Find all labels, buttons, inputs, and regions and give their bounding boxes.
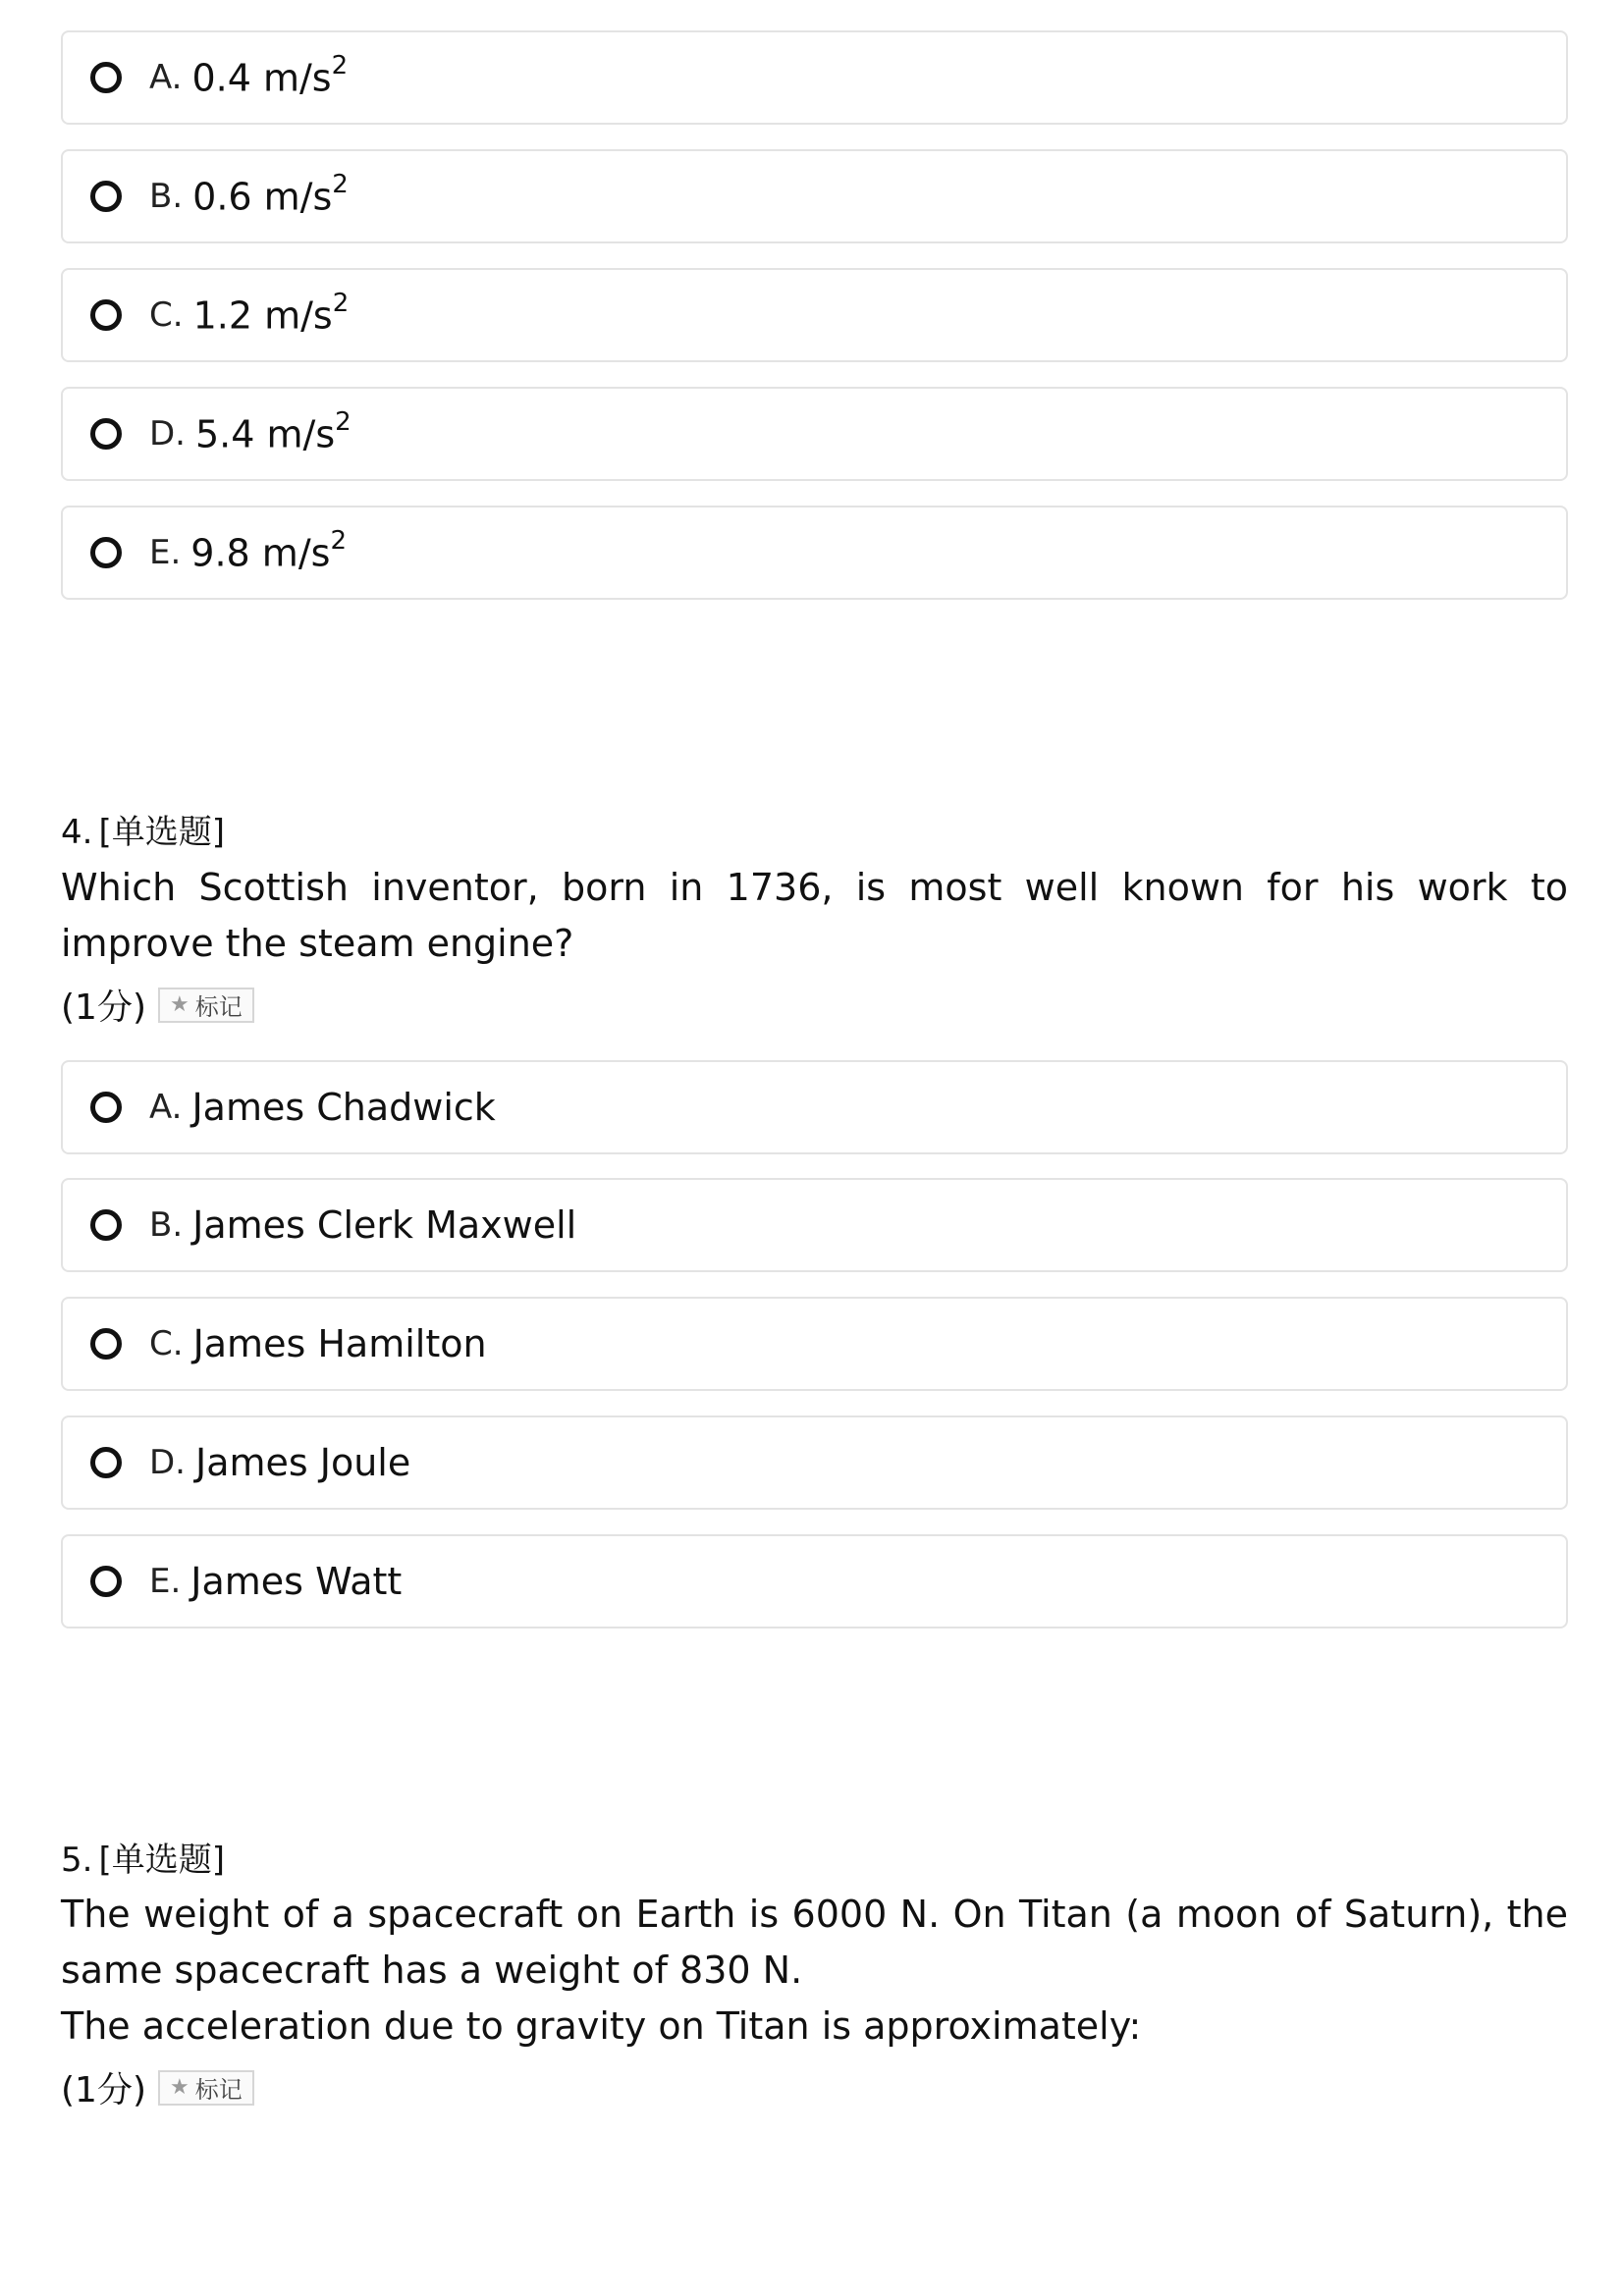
option-letter: D. xyxy=(149,414,186,454)
option-letter: C. xyxy=(149,1324,184,1363)
question-type: [单选题] xyxy=(98,1841,225,1880)
q4-meta xyxy=(61,980,254,1030)
mark-button[interactable] xyxy=(158,2070,254,2106)
q3-option-d[interactable] xyxy=(61,387,1568,481)
option-text: 0.6 $m/s^2$ xyxy=(192,170,349,219)
radio-icon[interactable] xyxy=(90,181,122,212)
radio-icon[interactable] xyxy=(90,537,122,568)
question-number: 5. xyxy=(61,1841,93,1880)
option-letter: E. xyxy=(149,1562,182,1601)
option-letter: D. xyxy=(149,1443,186,1482)
option-letter: A. xyxy=(149,58,183,97)
question-number: 4. xyxy=(61,813,93,852)
q5-text xyxy=(61,1887,1568,2055)
q3-option-a[interactable] xyxy=(61,30,1568,125)
question-type: [单选题] xyxy=(98,813,225,852)
radio-icon[interactable] xyxy=(90,1328,122,1360)
option-text: 5.4 $m/s^2$ xyxy=(195,407,352,456)
option-text: 1.2 $m/s^2$ xyxy=(192,289,350,338)
question-score: (1分) xyxy=(61,988,146,1028)
star-icon: ★ xyxy=(170,2075,189,2100)
radio-icon[interactable] xyxy=(90,62,122,93)
option-letter: C. xyxy=(149,295,184,335)
option-letter: B. xyxy=(149,1205,184,1245)
radio-icon[interactable] xyxy=(90,1447,122,1478)
option-text: James Watt xyxy=(190,1560,403,1603)
option-text: 0.4 $m/s^2$ xyxy=(191,51,349,100)
radio-icon[interactable] xyxy=(90,1092,122,1123)
q3-option-e[interactable] xyxy=(61,506,1568,600)
radio-icon[interactable] xyxy=(90,418,122,450)
q5-text-line1: The weight of a spacecraft on Earth is 6000 N. On Titan (a moon of Saturn), the same spacecraft has a weight of 830 N. xyxy=(61,1893,1568,1992)
q4-option-b[interactable] xyxy=(61,1178,1568,1272)
q3-option-b[interactable] xyxy=(61,149,1568,243)
q5-header xyxy=(61,1833,225,1881)
option-text: James Chadwick xyxy=(191,1086,496,1129)
option-text: James Clerk Maxwell xyxy=(192,1203,577,1247)
q4-option-c[interactable] xyxy=(61,1297,1568,1391)
q5-text-line2: The acceleration due to gravity on Titan is approximately: xyxy=(61,2004,1142,2048)
q4-option-a[interactable] xyxy=(61,1060,1568,1154)
mark-label: 标记 xyxy=(194,2076,243,2104)
mark-button[interactable] xyxy=(158,988,254,1023)
option-letter: A. xyxy=(149,1088,183,1127)
option-text: 9.8 $m/s^2$ xyxy=(190,526,347,575)
radio-icon[interactable] xyxy=(90,1566,122,1597)
option-text: James Joule xyxy=(195,1441,411,1484)
q5-meta xyxy=(61,2062,254,2112)
q3-option-c[interactable] xyxy=(61,268,1568,362)
option-letter: B. xyxy=(149,177,184,216)
radio-icon[interactable] xyxy=(90,299,122,331)
q4-option-d[interactable] xyxy=(61,1415,1568,1510)
q4-header xyxy=(61,805,225,853)
option-letter: E. xyxy=(149,533,182,572)
q4-text: Which Scottish inventor, born in 1736, is most well known for his work to improve the steam engine? xyxy=(61,866,1568,965)
option-text: James Hamilton xyxy=(192,1322,487,1365)
q4-option-e[interactable] xyxy=(61,1534,1568,1629)
star-icon: ★ xyxy=(170,992,189,1017)
radio-icon[interactable] xyxy=(90,1209,122,1241)
question-score: (1分) xyxy=(61,2070,146,2110)
mark-label: 标记 xyxy=(194,993,243,1021)
